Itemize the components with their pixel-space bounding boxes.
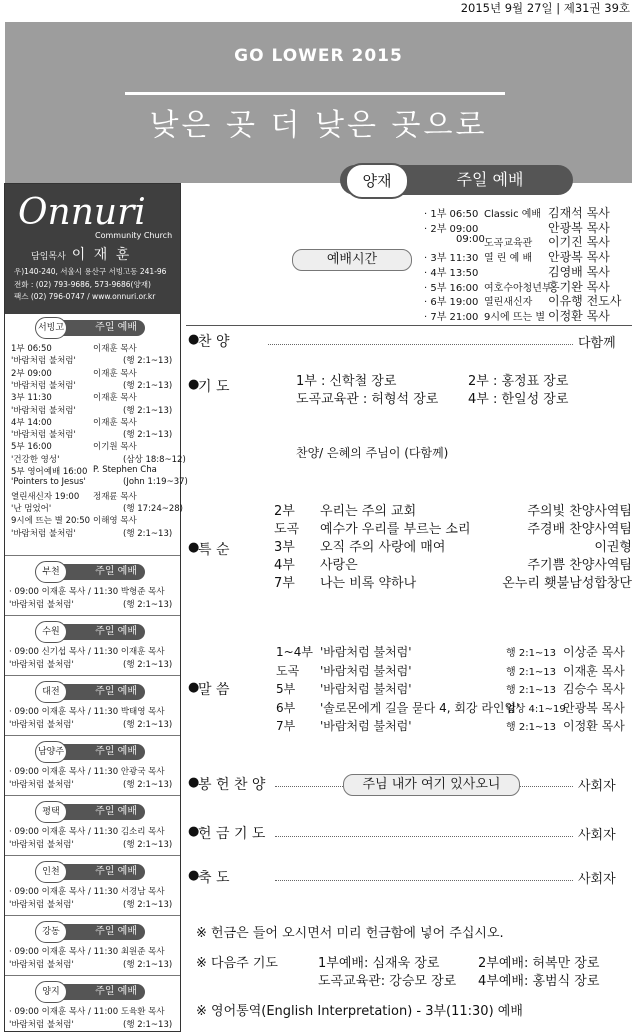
bullet-icon: ● [188,775,200,790]
campus-header: 주일 예배 [45,864,145,880]
seobinggo-header: 주일 예배 [45,320,145,336]
special-service: 7부 [274,576,295,591]
campus-header: 주일 예배 [45,564,145,580]
campus-sermon: '바람처럼 불처럼' [9,780,74,790]
next-prayer-item: 2부예배: 허복만 장로 [478,956,600,971]
prayer-item: 4부 : 한일성 장로 [468,392,569,407]
schedule-pastor: P. Stephen Cha [93,465,157,475]
bullet-icon: ● [188,868,200,883]
service-pastor: 이기진 목사 [548,235,610,250]
campus-badge: 양재 [345,163,409,199]
schedule-text: 9시에 뜨는 별 20:50 [11,516,91,527]
schedule-text: 2부 09:00 [11,368,52,379]
schedule-ref: (행 2:1~13) [123,405,173,416]
schedule-text: 3부 11:30 [11,393,52,404]
separator [5,975,180,976]
service-pastor: 홍기완 목사 [548,279,610,294]
offering-prayer-label: 헌 금 기 도 [198,826,266,842]
pastor-role: 담임목사 [31,252,66,262]
schedule-pastor: 이재훈 목사 [93,393,137,404]
campus-header: 주일 예배 [45,984,145,1000]
sidebar [4,183,188,1032]
service-type: Classic 예배 [484,209,542,220]
campus-ref: (행 2:1~13) [123,840,173,850]
time-slot: · 3부 11:30 [424,253,479,265]
schedule-text: 5부 16:00 [11,442,52,453]
special-performer: 온누리 횃불남성합창단 [502,576,632,591]
sermon-title: '바람처럼 불처럼' [320,645,412,659]
campus-header: 주일 예배 [45,924,145,940]
service-pastor: 김영배 목사 [548,264,610,279]
special-service: 4부 [274,558,295,573]
separator [5,795,180,796]
service-pastor: 안광복 목사 [548,220,610,235]
special-song: 나는 비록 약하나 [320,576,417,591]
offering-hymn-label: 봉 헌 찬 양 [198,777,266,793]
page-title: 주일 예배 [456,170,524,189]
separator [5,915,180,916]
special-label: 특 순 [198,542,230,558]
brand-box [5,184,180,314]
phone: 전화 : (02) 793-9686, 573-9686(양재) [14,279,151,289]
time-slot: · 5부 16:00 [424,282,479,294]
separator [5,735,180,736]
sermon-pastor: 이재훈 목사 [563,663,625,678]
schedule-ref: (행 2:1~13) [123,430,173,441]
sermon-label: 말 씀 [198,682,230,698]
campus-ref: (행 2:1~13) [123,600,173,610]
schedule-pastor: 이기원 목사 [93,442,137,453]
service-type: 여호수아청년부 [484,282,552,294]
english-note: ※ 영어통역(English Interpretation) - 3부(11:30) 예배 [196,1004,523,1019]
prayer-item: 2부 : 홍정표 장로 [468,374,569,389]
campus-schedule: · 09:00 이재훈 목사 / 11:30 김소리 목사 [9,827,165,837]
schedule-ref: (행 2:1~13) [123,380,173,391]
time-slot: 09:00 [456,234,485,246]
special-performer: 주의빛 찬양사역팀 [527,504,632,519]
service-type: 열린새신자 [484,297,533,309]
campus-ref: (행 2:1~13) [123,1020,173,1030]
special-song: 우리는 주의 교회 [320,504,417,519]
schedule-text: '건강한 영성' [11,454,60,465]
service-type: 열 린 예 배 [484,253,533,265]
campus-schedule: · 09:00 이재훈 목사 / 11:00 도육환 목사 [9,1007,165,1017]
campus-sermon: '바람처럼 불처럼' [9,660,74,670]
sermon-pastor: 이정환 목사 [563,719,625,733]
prayer-label: 기 도 [198,379,230,395]
banner-tagline: GO LOWER 2015 [234,46,403,66]
sermon-service: 6부 [276,700,296,715]
schedule-text: 열린새신자 19:00 [11,491,80,502]
campus-schedule: · 09:00 신기섭 목사 / 11:30 이재훈 목사 [9,647,165,657]
schedule-text: 4부 14:00 [11,417,52,428]
schedule-pastor: 이해영 목사 [93,516,137,527]
campus-ref: (행 2:1~13) [123,900,173,910]
schedule-ref: (행 2:1~13) [123,356,173,367]
schedule-ref: (행 17:24~28) [123,503,183,514]
schedule-pastor: 이재훈 목사 [93,417,137,428]
campus-sermon: '바람처럼 불처럼' [9,720,74,730]
schedule-pastor: 이재훈 목사 [93,344,137,354]
benediction-label: 축 도 [198,870,230,886]
schedule-text: 5부 영어예배 16:00 [11,467,88,477]
offering-song: 주님 내가 여기 있사오니 [343,774,520,796]
time-slot: · 6부 19:00 [424,297,479,309]
separator [5,675,180,676]
brush-stroke [125,92,505,95]
campus-badge: 부천 [35,561,67,583]
schedule-text: 1부 06:50 [11,344,52,354]
time-slot: · 7부 21:00 [424,311,479,323]
sermon-ref: 행 2:1~13 [506,666,557,678]
sermon-title: '바람처럼 불처럼' [320,719,412,733]
schedule-text: '바람처럼 불처럼' [11,528,76,539]
campus-header: 주일 예배 [45,804,145,820]
campus-badge: 인천 [35,861,67,883]
contact-info [14,266,166,304]
special-performer: 주경배 찬양사역팀 [527,522,632,537]
bullet-icon: ● [188,332,200,347]
address: 우)140-240, 서울시 용산구 서빙고동 241-96 [14,267,167,276]
prayer-response: 찬양/ 은혜의 주님이 (다함께) [296,446,449,460]
church-subtitle: Community Church [95,231,173,240]
sermon-service: 7부 [276,719,296,733]
bullet-icon: ● [188,377,200,392]
dotted-leader [275,880,573,881]
campus-sermon: '바람처럼 불처럼' [9,960,74,970]
special-song: 사랑은 [320,558,358,573]
next-prayer-label: ※ 다음주 기도 [196,956,278,971]
service-pastor: 이정환 목사 [548,308,610,323]
sermon-service: 도곡 [276,663,300,678]
service-type: 도곡교육관 [484,238,533,250]
campus-badge: 수원 [35,621,67,643]
service-pastor: 안광복 목사 [548,250,610,265]
offering-note: ※ 헌금은 들어 오시면서 미리 헌금함에 넣어 주십시오. [196,926,504,941]
offering-prayer-leader: 사회자 [578,828,616,843]
bullet-icon: ● [188,824,200,839]
campus-sermon: '바람처럼 불처럼' [9,1020,74,1030]
campus-header: 주일 예배 [45,684,145,700]
campus-sermon: '바람처럼 불처럼' [9,900,74,910]
schedule-ref: (John 1:19~37) [123,477,188,488]
time-slot: · 1부 06:50 [424,209,479,220]
campus-ref: (행 2:1~13) [123,720,173,730]
separator [5,855,180,856]
sermon-title: '바람처럼 불처럼' [320,682,412,696]
next-prayer-item: 1부예배: 심재욱 장로 [318,956,440,971]
campus-ref: (행 2:1~13) [123,960,173,970]
time-slot: · 2부 09:00 [424,223,479,235]
campus-schedule: · 09:00 이재훈 목사 / 11:30 서경남 목사 [9,887,165,897]
bullet-icon: ● [188,680,200,695]
campus-sermon: '바람처럼 불처럼' [9,600,74,610]
campus-badge: 강동 [35,921,67,943]
campus-header: 주일 예배 [45,744,145,760]
offering-hymn-leader: 사회자 [578,779,616,794]
senior-pastor [31,244,131,264]
hymn-label: 찬 양 [198,334,230,350]
pastor-name: 이 재 훈 [71,247,132,263]
separator [5,615,180,616]
banner [5,22,632,183]
sermon-service: 5부 [276,682,296,696]
sermon-pastor: 이상준 목사 [563,645,625,659]
sermon-service: 1~4부 [276,645,313,659]
schedule-text: '바람처럼 불처럼' [11,405,76,416]
campus-schedule: · 09:00 이재훈 목사 / 11:30 박형준 목사 [9,587,165,597]
separator [5,555,180,556]
service-type: 9시에 뜨는 별 [484,311,546,323]
service-times-label: 예배시간 [292,249,412,271]
campus-badge: 평택 [35,801,67,823]
schedule-text: '난 멈었어' [11,503,52,514]
prayer-item: 도곡교육관 : 허형석 장로 [296,392,439,407]
schedule-pastor: 정재륜 목사 [93,491,137,502]
campus-badge: 대전 [35,681,67,703]
special-song: 예수가 우리를 부르는 소리 [320,522,471,537]
campus-ref: (행 2:1~13) [123,660,173,670]
campus-schedule: · 09:00 이재훈 목사 / 11:30 안광국 목사 [9,767,165,777]
special-service: 도곡 [274,522,300,537]
fax-web: 팩스 (02) 796-0747 / www.onnuri.or.kr [14,292,156,301]
service-pastor: 김재석 목사 [548,206,610,220]
sermon-pastor: 안광복 목사 [563,700,625,715]
campus-header: 주일 예배 [45,624,145,640]
benediction-leader: 사회자 [578,872,616,887]
bullet-icon: ● [188,540,200,555]
sermon-ref: 행 2:1~13 [506,648,557,659]
next-prayer-item: 도곡교육관: 강승모 장로 [318,974,457,989]
time-slot: · 4부 13:50 [424,267,479,279]
church-logo: Onnuri [18,192,146,233]
hymn-leader: 다함께 [578,336,616,351]
special-song: 오직 주의 사랑에 매여 [320,540,446,555]
schedule-ref: (삼상 18:8~12) [123,454,186,465]
campus-schedule: · 09:00 이재훈 목사 / 11:30 최원준 목사 [9,947,165,957]
special-performer: 이권형 [594,540,632,555]
schedule-ref: (행 2:1~13) [123,528,173,539]
divider [186,325,632,326]
special-performer: 주기쁨 찬양사역팀 [527,558,632,573]
schedule-text: 'Pointers to Jesus' [11,477,86,488]
banner-slogan: 낮은 곳 더 낮은 곳으로 [149,108,488,143]
campus-schedule: · 09:00 이재훈 목사 / 11:30 박태영 목사 [9,707,165,717]
dotted-leader [268,344,573,345]
seobinggo-badge: 서빙고 [35,317,67,339]
issue-date: 2015년 9월 27일 | 제31권 39호 [460,1,630,15]
sermon-ref: 행 2:1~13 [506,685,557,696]
sermon-pastor: 김승수 목사 [563,682,625,696]
sermon-title: '솔로몬에게 길을 묻다 4, 회강 라인업' [320,700,520,715]
schedule-text: '바람처럼 불처럼' [11,380,76,391]
special-service: 3부 [274,540,295,555]
schedule-text: '바람처럼 불처럼' [11,356,76,367]
schedule-text: '바람처럼 불처럼' [11,430,76,441]
sermon-ref: 행 2:1~13 [506,722,557,733]
schedule-pastor: 이재훈 목사 [93,368,137,379]
service-pastor: 이유행 전도사 [548,294,622,309]
dotted-leader [275,836,573,837]
sermon-title: '바람처럼 불처럼' [320,663,412,678]
campus-badge: 양지 [35,981,67,1003]
prayer-item: 1부 : 신학철 장로 [296,374,397,389]
sermon-ref: 왕상 4:1~19 [506,703,566,715]
campus-badge: 남양주 [35,741,67,763]
special-service: 2부 [274,504,295,519]
next-prayer-item: 4부예배: 홍범식 장로 [478,974,600,989]
campus-ref: (행 2:1~13) [123,780,173,790]
campus-sermon: '바람처럼 불처럼' [9,840,74,850]
